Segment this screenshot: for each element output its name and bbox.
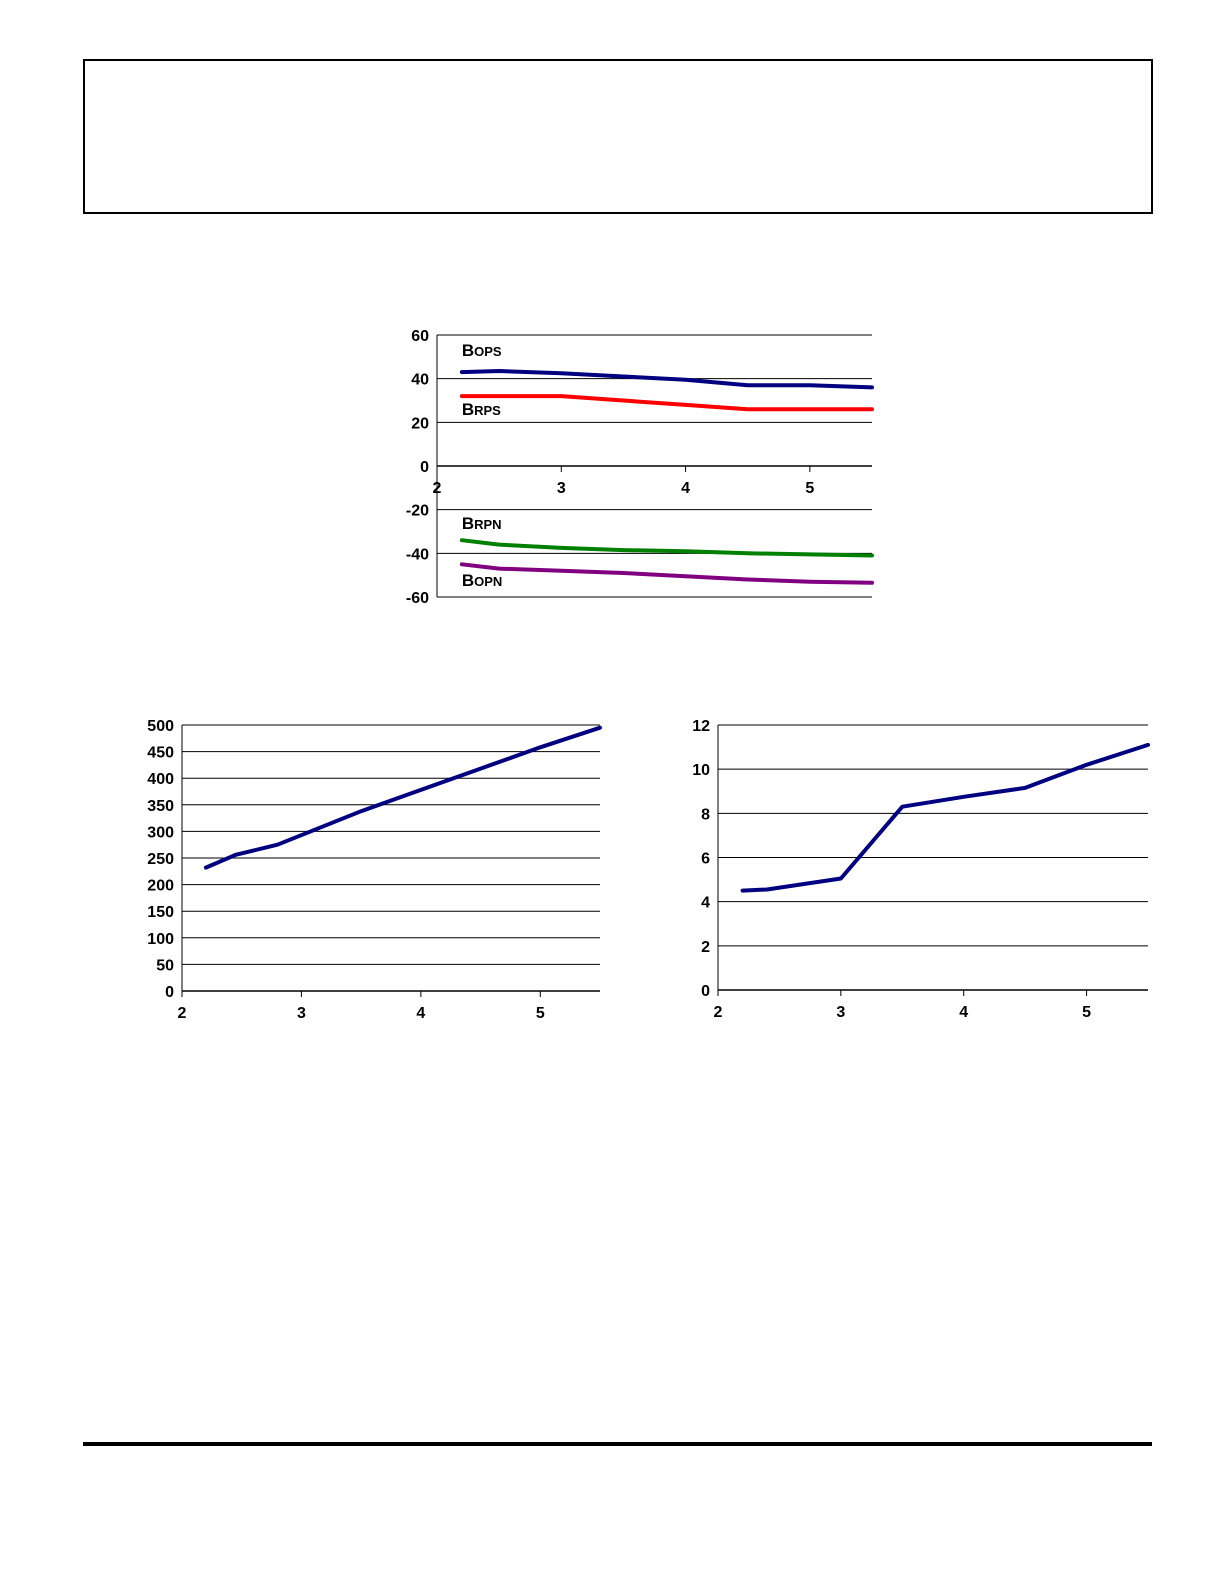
x-tick-label: 3 — [836, 1004, 846, 1021]
data-point — [499, 568, 500, 569]
data-point — [872, 409, 873, 410]
y-tick-label: 500 — [147, 718, 174, 735]
series-label-brps: BRPS — [461, 400, 501, 419]
series-label-brpn: BRPN — [461, 514, 502, 533]
y-tick-label: 300 — [147, 824, 174, 842]
y-tick-label: 400 — [147, 771, 174, 789]
data-point — [685, 576, 686, 577]
y-tick-label: 40 — [411, 371, 429, 389]
data-point — [809, 581, 810, 582]
x-tick-label: 3 — [556, 480, 566, 497]
series-line-brps — [462, 396, 872, 409]
x-tick-label: 5 — [805, 480, 815, 497]
data-point — [277, 844, 278, 845]
series-line-bopn — [462, 564, 872, 583]
data-point — [561, 396, 562, 397]
data-point — [809, 385, 810, 386]
data-point — [361, 811, 362, 812]
series-label-bopn: BOPN — [461, 571, 503, 590]
data-point — [623, 572, 624, 573]
data-point — [809, 554, 810, 555]
data-point — [480, 768, 481, 769]
data-point — [235, 854, 236, 855]
footer-rule — [83, 1442, 1152, 1446]
x-tick-label: 5 — [535, 1005, 545, 1022]
data-point — [747, 579, 748, 580]
y-tick-label: 350 — [147, 797, 174, 815]
data-point — [747, 553, 748, 554]
y-tick-label: 0 — [420, 459, 429, 476]
data-point — [840, 878, 841, 879]
x-tick-label: 4 — [681, 480, 691, 497]
y-tick-label: -60 — [405, 590, 429, 607]
y-tick-label: 60 — [411, 328, 429, 345]
data-point — [499, 544, 500, 545]
y-tick-label: 0 — [701, 983, 710, 1000]
x-tick-label: 4 — [416, 1005, 426, 1022]
data-point — [461, 540, 462, 541]
y-tick-label: 200 — [147, 877, 174, 895]
data-point — [747, 409, 748, 410]
y-tick-label: 100 — [147, 930, 174, 948]
data-point — [623, 550, 624, 551]
y-tick-label: 12 — [692, 718, 710, 735]
data-point — [1148, 744, 1149, 745]
data-point — [420, 789, 421, 790]
data-point — [499, 371, 500, 372]
y-tick-label: 10 — [692, 762, 710, 780]
data-point — [313, 830, 314, 831]
data-point — [623, 400, 624, 401]
data-point — [1025, 787, 1026, 788]
y-tick-label: 50 — [156, 957, 174, 975]
data-point — [499, 396, 500, 397]
x-tick-label: 5 — [1082, 1004, 1092, 1021]
y-tick-label: -20 — [405, 502, 429, 520]
bias-voltage-chart — [380, 320, 880, 610]
x-tick-label: 2 — [713, 1004, 723, 1021]
data-point — [561, 547, 562, 548]
data-point — [809, 409, 810, 410]
data-point — [804, 884, 805, 885]
x-tick-label: 3 — [296, 1005, 306, 1022]
data-point — [872, 582, 873, 583]
data-point — [902, 806, 903, 807]
y-tick-label: 0 — [165, 984, 174, 1001]
series-line-0 — [206, 728, 600, 868]
data-point — [461, 564, 462, 565]
header-box — [83, 59, 1153, 214]
y-tick-label: 150 — [147, 904, 174, 922]
data-point — [872, 555, 873, 556]
data-point — [461, 396, 462, 397]
data-point — [685, 379, 686, 380]
data-point — [623, 376, 624, 377]
series-line-0 — [743, 745, 1148, 891]
series-line-bops — [462, 371, 872, 387]
y-tick-label: 2 — [701, 938, 710, 956]
x-tick-label: 2 — [177, 1005, 187, 1022]
data-point — [600, 727, 601, 728]
y-tick-label: 20 — [411, 415, 429, 433]
data-point — [963, 796, 964, 797]
right-bottom-chart — [670, 712, 1160, 1042]
data-point — [205, 867, 206, 868]
x-tick-label: 2 — [432, 480, 442, 497]
y-tick-label: 250 — [147, 851, 174, 868]
data-point — [872, 387, 873, 388]
y-tick-label: 6 — [701, 850, 710, 868]
series-label-bops: BOPS — [461, 341, 502, 360]
data-point — [685, 404, 686, 405]
x-tick-label: 4 — [959, 1004, 969, 1021]
y-tick-label: 450 — [147, 744, 174, 762]
y-tick-label: 8 — [701, 806, 710, 824]
data-point — [685, 551, 686, 552]
data-point — [461, 372, 462, 373]
data-point — [1086, 764, 1087, 765]
y-tick-label: 4 — [701, 894, 710, 912]
data-point — [747, 385, 748, 386]
left-bottom-chart — [110, 712, 610, 1042]
data-point — [561, 373, 562, 374]
data-point — [561, 570, 562, 571]
data-point — [540, 747, 541, 748]
data-point — [767, 889, 768, 890]
data-point — [742, 890, 743, 891]
y-tick-label: -40 — [405, 546, 429, 564]
